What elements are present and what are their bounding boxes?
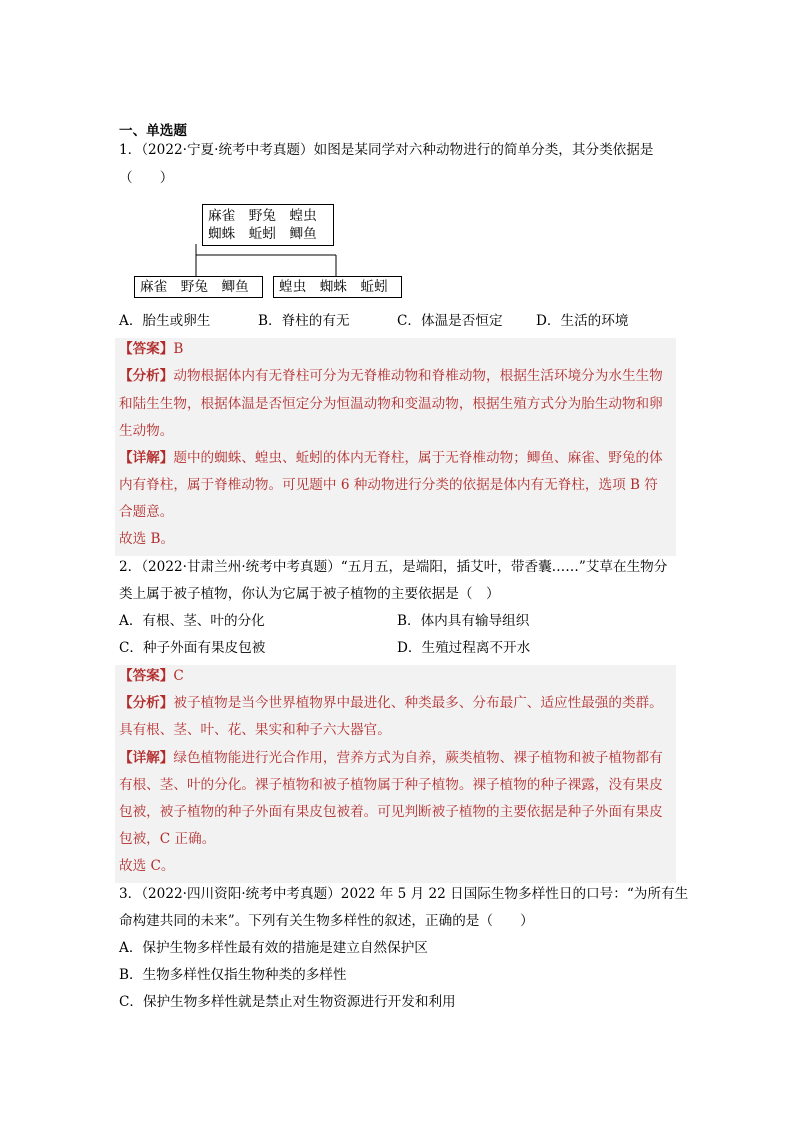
q1-detail-line3: 合题意。 bbox=[119, 504, 174, 520]
diagram-right-box bbox=[273, 276, 402, 298]
q3-option-a: A．保护生物多样性最有效的措施是建立自然保护区 bbox=[119, 940, 428, 956]
q2-option-c: C．种子外面有果皮包被 bbox=[119, 640, 266, 656]
q2-answer: C bbox=[173, 668, 184, 684]
q2-detail-line3: 包被，被子植物的种子外面有果皮包被着。可见判断被子植物的主要依据是种子外面有果皮 bbox=[119, 804, 663, 820]
classification-diagram-lines bbox=[0, 0, 794, 320]
q1-analysis-line3: 生动物。 bbox=[119, 423, 174, 439]
q1-analysis-line1 bbox=[119, 367, 663, 385]
q1-detail-line2: 内有脊柱，属于脊椎动物。可见题中 6 种动物进行分类的依据是体内有无脊柱，选项 B 符 bbox=[119, 477, 658, 493]
q1-stem-line1: 1．（2022·宁夏·统考中考真题）如图是某同学对六种动物进行的简单分类，其分类依据是 bbox=[119, 142, 654, 158]
q1-analysis-line2: 和陆生生物，根据体温是否恒定分为恒温动物和变温动物，根据生殖方式分为胎生动物和卵 bbox=[119, 396, 663, 412]
q2-stem-line1: 2．（2022·甘肃兰州·统考中考真题）“五月五，是端阳，插艾叶，带香囊……”艾草在生物分 bbox=[119, 559, 668, 575]
diagram-right-label: 蝗虫 蜘蛛 蚯蚓 bbox=[279, 279, 388, 295]
diagram-left-label: 麻雀 野兔 鲫鱼 bbox=[140, 279, 249, 295]
q1-option-d: D．生活的环境 bbox=[536, 313, 629, 329]
q1-detail-tag: 【详解】 bbox=[119, 450, 174, 466]
q3-stem-line1: 3．（2022·四川资阳·统考中考真题）2022 年 5 月 22 日国际生物多样性日的口号：“为所有生 bbox=[119, 886, 689, 902]
q3-option-c: C．保护生物多样性就是禁止对生物资源进行开发和利用 bbox=[119, 994, 456, 1010]
q2-option-d: D．生殖过程离不开水 bbox=[397, 640, 531, 656]
q2-stem-line2: 类上属于被子植物，你认为它属于被子植物的主要依据是（ ） bbox=[119, 586, 500, 602]
diagram-left-box bbox=[134, 276, 263, 298]
q1-detail-text1: 题中的蜘蛛、蝗虫、蚯蚓的体内无脊柱，属于无脊椎动物；鲫鱼、麻雀、野兔的体 bbox=[173, 450, 663, 466]
q1-stem-line2: （ ） bbox=[119, 170, 174, 186]
q1-analysis-text1: 动物根据体内有无脊柱可分为无脊椎动物和脊椎动物，根据生活环境分为水生生物 bbox=[173, 368, 663, 384]
q2-answer-line bbox=[119, 667, 184, 685]
diagram-top-line2: 蜘蛛 蚯蚓 鲫鱼 bbox=[208, 226, 317, 242]
q2-detail-text1: 绿色植物能进行光合作用，营养方式为自养，蕨类植物、裸子植物和被子植物都有 bbox=[173, 750, 663, 766]
q1-conclusion: 故选 B。 bbox=[119, 531, 175, 547]
q1-answer-tag: 【答案】 bbox=[119, 341, 174, 357]
q1-analysis-tag: 【分析】 bbox=[119, 368, 174, 384]
q3-stem-line2: 命构建共同的未来”。下列有关生物多样性的叙述，正确的是（ ） bbox=[119, 913, 534, 929]
q2-analysis-line2: 具有根、茎、叶、花、果实和种子六大器官。 bbox=[119, 722, 391, 738]
q1-option-b: B．脊柱的有无 bbox=[258, 313, 350, 329]
q2-conclusion: 故选 C。 bbox=[119, 858, 175, 874]
q2-analysis-text1: 被子植物是当今世界植物界中最进化、种类最多、分布最广、适应性最强的类群。 bbox=[173, 695, 663, 711]
q2-detail-line4: 包被，C 正确。 bbox=[119, 831, 216, 847]
diagram-top-line1: 麻雀 野兔 蝗虫 bbox=[208, 208, 317, 224]
q2-option-b: B．体内具有输导组织 bbox=[397, 613, 530, 629]
section-title: 一、单选题 bbox=[119, 123, 187, 139]
q3-option-b: B．生物多样性仅指生物种类的多样性 bbox=[119, 967, 347, 983]
diagram-top-box bbox=[202, 204, 334, 246]
q2-analysis-tag: 【分析】 bbox=[119, 695, 174, 711]
q2-option-a: A．有根、茎、叶的分化 bbox=[119, 613, 265, 629]
q2-detail-tag: 【详解】 bbox=[119, 750, 174, 766]
q1-answer: B bbox=[173, 341, 184, 357]
q2-detail-line1 bbox=[119, 749, 663, 767]
q1-detail-line1 bbox=[119, 449, 663, 467]
q2-detail-line2: 有根、茎、叶的分化。裸子植物和被子植物属于种子植物。裸子植物的种子裸露，没有果皮 bbox=[119, 777, 663, 793]
q1-option-c: C．体温是否恒定 bbox=[397, 313, 503, 329]
q1-answer-line bbox=[119, 340, 183, 358]
q1-option-a: A．胎生或卵生 bbox=[119, 313, 211, 329]
q2-analysis-line1 bbox=[119, 694, 663, 712]
q2-answer-tag: 【答案】 bbox=[119, 668, 174, 684]
